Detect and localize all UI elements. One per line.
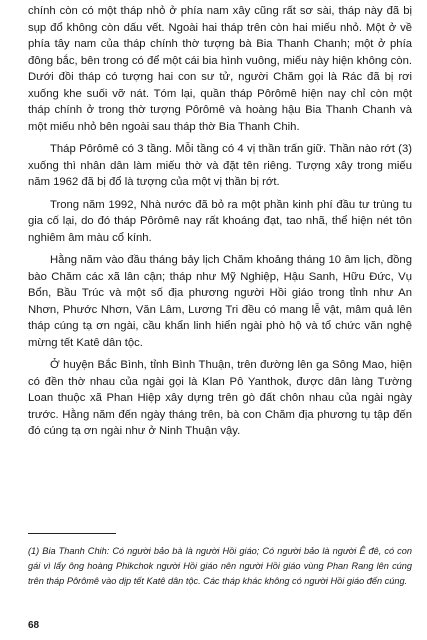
paragraph-2: Tháp Pôrômê có 3 tầng. Mỗi tầng có 4 vị thần trấn giữ. Thần nào rớt (3) xuống thì nhân dân làm miếu thờ và đặt tên riêng. Tượng xây trong miếu năm 1962 đã bị đổ là tượng của một vị thần bị rớt.	[28, 143, 412, 188]
page-number: 68	[28, 620, 40, 631]
paragraph-4: Hằng năm vào đầu tháng bảy lịch Chăm khoảng tháng 10 âm lịch, đồng bào Chăm các xã lân cận; tháp như Mỹ Nghiệp, Hậu Sanh, Hữu Đức, Vụ Bổn, Bầu Trúc và một số địa phương người Hồi giáo trong tỉnh như An Nhơn, Phước Nhơn, Văn Lâm, Lương Tri đều có mang lễ vật, mâm quả lên tháp cúng tạ ơn ngài, cầu khẩn linh hiển ngài phò hộ và tổ chức văn nghệ mừng tết Katê dân tộc.	[28, 254, 412, 349]
footnote-separator	[28, 533, 116, 534]
paragraph-3: Trong năm 1992, Nhà nước đã bỏ ra một phần kinh phí đầu tư trùng tu gia cố lại, do đó tháp Pôrômê nay rất khoáng đạt, tao nhã, thể hiện nét tôn nghiêm âm màu cổ kính.	[28, 198, 412, 244]
paragraph-1: chính còn có một tháp nhỏ ở phía nam xây cũng rất sơ sài, tháp này đã bị sụp đổ không còn dấu vết. Ngoài hai tháp trên còn hai miếu nhỏ. Một ở về phía tây nam của tháp chính thờ tượng bà Bia Thanh Chanh; một ở phía đông bắc, bên trong có để một cái bia hình vuông, miếu này hiện không còn. Dưới đồi tháp có tượng hai con sư tử, người Chăm gọi là Rác đã bị rơi xuống khe suối vỡ nát. Tóm lại, quần tháp Pôrômê hiện nay chỉ còn một tháp chính ở trong thờ tượng Pôrômê và hoàng hậu Bia Thanh Chanh và một miếu nhỏ bên ngoài sau tháp thờ Bia Thanh Chih.	[28, 5, 412, 133]
body-text	[28, 3, 412, 440]
paragraph-5: Ở huyện Bắc Bình, tỉnh Bình Thuận, trên đường lên ga Sông Mao, hiện có đền thờ nhau của ngài gọi là Klan Pô Yanthok, được dân làng Tường Loan thuộc xã Phan Hiệp xây dựng trên gò đất chôn nhau của ngài ngày trước. Hằng năm đến ngày tháng trên, bà con Chăm địa phương tụ tập đến đó cúng tạ ơn ngài như ở Ninh Thuận vậy.	[28, 359, 412, 437]
footnote: (1) Bia Thanh Chih: Có người bảo bà là người Hồi giáo; Có người bảo là người Ê đê, có con gái vì lấy ông hoàng Phikchok người Hồi giáo nên người Hồi giáo vùng Phan Rang lên cúng trên tháp Pôrômê vào dịp tết Katê dân tộc. Các tháp khác không có người Hồi giáo đến cúng.	[28, 546, 412, 587]
